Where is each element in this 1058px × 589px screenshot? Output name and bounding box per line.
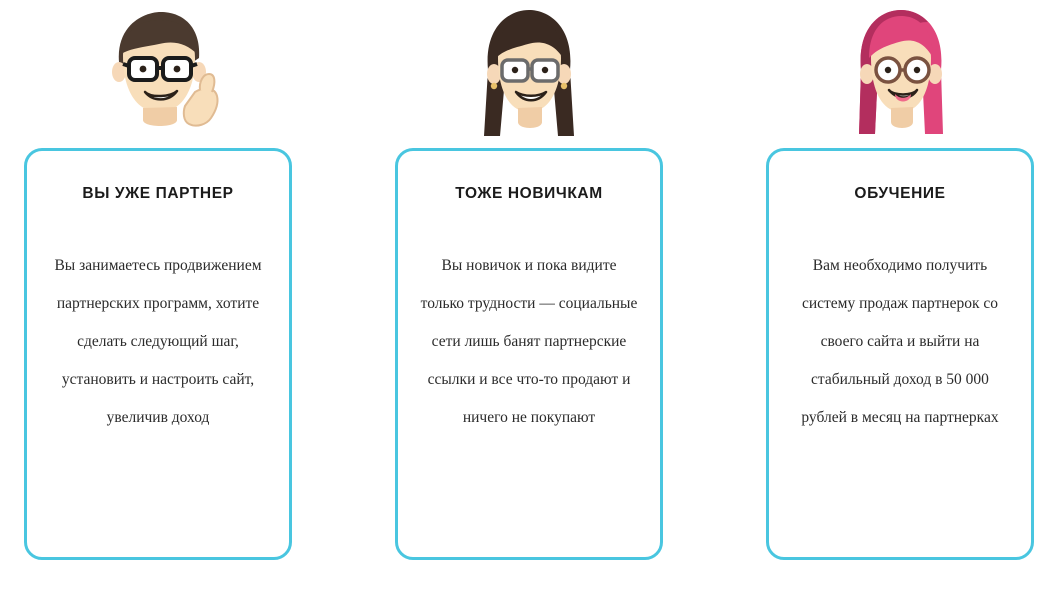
card-3	[766, 148, 1034, 560]
card-panel	[395, 148, 663, 560]
card-title: ОБУЧЕНИЕ	[854, 185, 946, 202]
card-panel	[766, 148, 1034, 560]
card-title: ВЫ УЖЕ ПАРТНЕР	[82, 185, 234, 202]
memoji-woman-pink-hair-tongue-icon	[825, 0, 975, 150]
card-panel	[24, 148, 292, 560]
memoji-woman-glasses-brown-hair-icon	[454, 0, 604, 150]
memoji-man-glasses-thumbs-up-icon	[83, 0, 233, 150]
card-1	[24, 148, 292, 560]
card-body: Вам необходимо получить систему продаж партнерок со своего сайта и выйти на стабильный доход в 50 000 рублей в месяц на партнерках	[801, 257, 999, 426]
card-body: Вы новичок и пока видите только трудности — социальные сети лишь банят партнерские ссылки и все что-то продают и ничего не покупают	[420, 257, 638, 426]
card-body: Вы занимаетесь продвижением партнерских программ, хотите сделать следующий шаг, установить и настроить сайт, увеличив доход	[54, 257, 262, 426]
card-title: ТОЖЕ НОВИЧКАМ	[455, 185, 603, 202]
card-2	[395, 148, 663, 560]
